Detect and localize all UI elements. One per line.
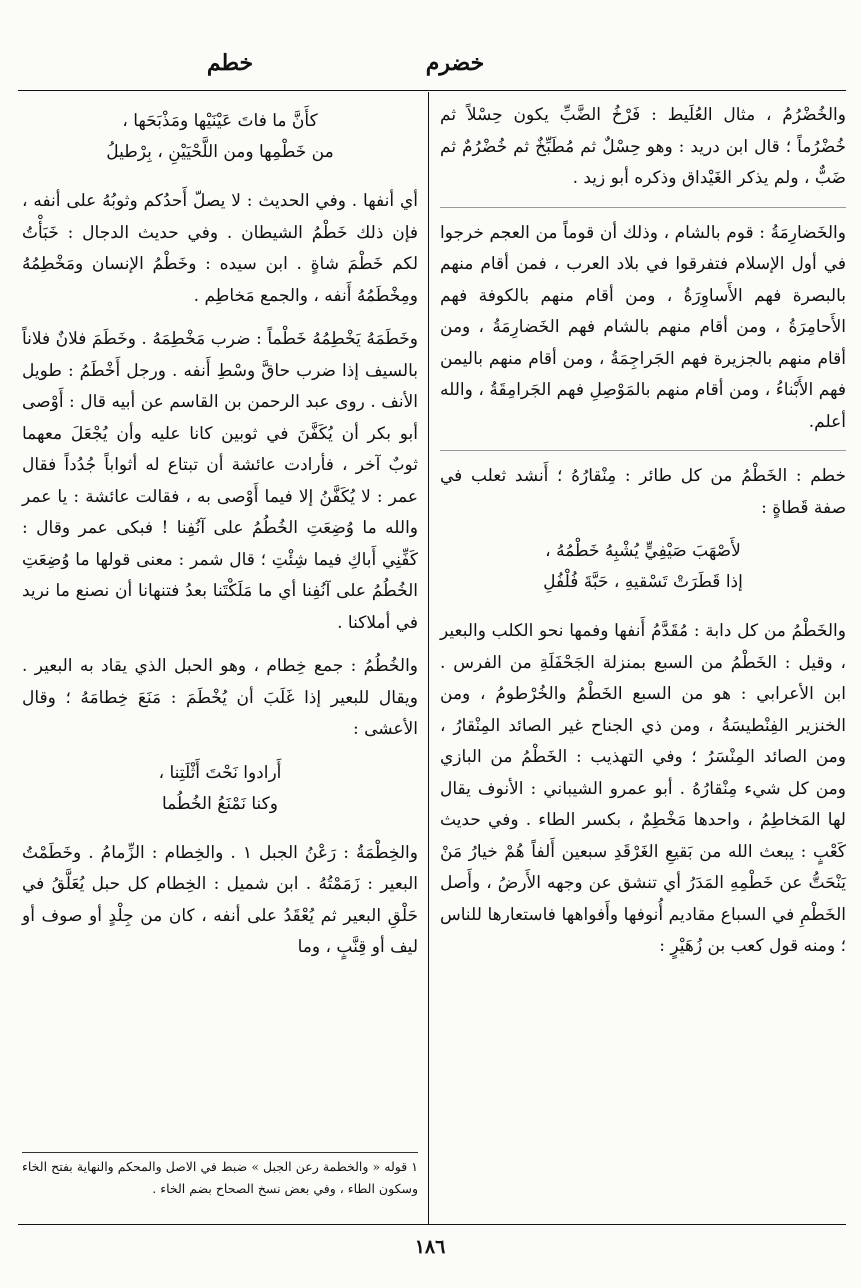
- left-column: [22, 100, 418, 976]
- footnote-rule: [22, 1152, 418, 1153]
- verse-line: وكنا نَمْنَعُ الخُطُما: [162, 793, 278, 814]
- verse-line: إذا قَطَرَتْ تَسْقيهِ ، حَبَّةَ فُلْفُلِ: [543, 572, 743, 592]
- verse-line: كأَنَّ ما فاتَ عَيْنَيْها ومَذْبَحَها ،: [122, 111, 318, 131]
- entry-khitma: والخِطْمَةُ : رَعْنُ الجبل ١ . والخِطام : الزِّمامُ . وخَطَمْتُ البعير : زَمَمْتُهُ . ابن شميل : الخِطام كل حبل يُعَلَّقُ في حَلْقِ البعير ثم يُعْقَدُ على أنفه ، كان من جِلْدٍ أو صوف أو ليف أو قِنَّبٍ ، وما: [22, 842, 418, 957]
- page-number: ١٨٦: [414, 1236, 446, 1258]
- header-rule: [18, 90, 846, 91]
- verse-qata: [440, 536, 846, 598]
- entry-khutum: والخُطُمُ : جمع خِطام ، وهو الحبل الذي يقاد به البعير . ويقال للبعير إذا غَلَبَ أن يُخْطَمَ : مَنَعَ خِطامَهُ ؛ وقال الأعشى :: [22, 656, 418, 739]
- column-divider: [428, 92, 429, 1224]
- right-column: [440, 100, 846, 975]
- verse-line: من خَطْمِها ومن اللَّحْيَيْنِ ، بِرْطيلُ: [106, 142, 334, 162]
- verse-line: أَرادوا نَحْتَ أَثْلَتِنا ،: [158, 762, 282, 783]
- footnote: ١ قوله « والخطمة رعن الجبل » ضبط في الاصل والمحكم والنهاية بفتح الخاء وسكون الطاء ، وفي بعض نسخ الصحاح بضم الخاء .: [22, 1159, 418, 1196]
- entry-separator: [440, 207, 846, 208]
- right-column-headword: خضرم: [425, 50, 485, 76]
- entry-khatamahu: وخَطَمَهُ يَخْطِمُهُ خَطْماً : ضرب مَخْطِمَهُ . وخَطَمَ فلانٌ فلاناً بالسيف إذا ضرب حاقَّ وسْطِ أَنفه . ورجل أَخْطَمُ : طويل الأنف . روى عبد الرحمن بن القاسم عن أبيه قال : أَوْصى أبو بكر أن يُكَفَّنَ في ثوبين كانا عليه وأن يُجْعَلَ معهما ثوبٌ آخر ، فأرادت عائشة أن تبتاع له أثواباً جُدُداً فقال عمر : لا يُكَفَّنُ إلا فيما أَوْصى به ، فقالت عائشة : يا عمر والله ما وُضِعَتِ الخُطُمُ على آنُفِنا ! فبكى عمر وقال : كَفِّنِي أَباكِ فيما شِئْتِ ؛ قال شمر : معنى قولها ما وُضِعَتِ الخُطُمُ على آنُفِنا أي ما مَلَكْتَنا بعدُ فتنهانا أن نصنع ما نريد في أملاكنا .: [22, 329, 418, 633]
- entry-khatm-animal: والخَطْمُ من كل دابة : مُقَدَّمُ أَنفها وفمها نحو الكلب والبعير ، وقيل : الخَطْمُ من السبع بمنزلة الجَحْفَلَةِ من الفرس . ابن الأعرابي : هو من السبع الخَطْمُ والخُرْطومُ ، ومن الخنزير الفِنْطيسَةُ ، ومن ذي الجناح غير الصائد المِنْقارُ ، ومن الصائد المِنْسَرُ ؛ وفي التهذيب : الخَطْمُ من البازي ومن كل شيء مِنْقارُهُ . أبو عمرو الشيباني : الأنوف يقال لها المَخاطِمُ ، واحدها مَخْطِمٌ ، بكسر الطاء . وفي حديث كَعْبٍ : يبعث الله من بَقيعِ الغَرْقَدِ سبعين أَلفاً هُمْ خيارُ مَنْ يَنْحَتُّ عن خَطْمِهِ المَدَرُ أي تنشق عن وجهه الأَرضُ ، وأَصل الخَطْمِ في السباع مقاديم أُنوفها وأَفواهها فاستعارها للناس ؛ ومنه قول كعب بن زُهَيْرٍ :: [440, 621, 846, 956]
- left-column-headword: خطم: [206, 50, 254, 76]
- verse-kaab: [22, 106, 418, 168]
- verse-asha: [22, 758, 418, 820]
- entry-khatm-intro: خطم : الخَطْمُ من كل طائر : مِنْقارُهُ ؛ أَنشد ثعلب في صفة قَطاةٍ :: [440, 466, 846, 518]
- footer-rule: [18, 1224, 846, 1225]
- entry-khadarima: والخَضارِمَةُ : قوم بالشام ، وذلك أن قوماً من العجم خرجوا في أول الإسلام فتفرقوا في بلاد العرب ، فمن أقام منهم بالبصرة فهم الأَساوِرَةُ ، ومن أقام منهم بالكوفة فهم الأَحامِرَةُ ، ومن أقام منهم بالشام فهم الخَضارِمَةُ ، ومن أقام منهم بالجزيرة فهم الجَراجِمَةُ ، ومن أقام منهم باليمن فهم الأَبْناءُ ، ومن أقام منهم بالمَوْصِلِ فهم الجَرامِقَةُ ، والله أعلم.: [440, 222, 846, 432]
- entry-khudrum: والخُضْرُمُ ، مثال العُلَيط : فَرْخُ الضَّبِّ يكون حِسْلاً ثم خُضْرُماً ؛ قال ابن دريد : وهو حِسْلٌ ثم مُطَبِّخٌ ثم خُضْرُمٌ ثم ضَبٌّ ، ولم يذكر الغَيْداق وذكره أبو زيد .: [440, 105, 846, 188]
- entry-separator: [440, 450, 846, 451]
- entry-nose: أي أنفها . وفي الحديث : لا يصلّ أَحدُكم وثوبُهُ على أنفه ، فإن ذلك خَطْمُ الشيطان . وفي حديث الدجال : خَبَأْتُ لكم خَطْمَ شاةٍ . ابن سيده : وخَطْمُ الإنسان ومَخْطِمُهُ ومِخْطَمُهُ أَنفه ، والجمع مَخاطِم .: [22, 191, 418, 306]
- verse-line: لأَصْهَبَ صَيْفِيٍّ يُشْبِهُ خَطْمُهُ ،: [545, 541, 741, 561]
